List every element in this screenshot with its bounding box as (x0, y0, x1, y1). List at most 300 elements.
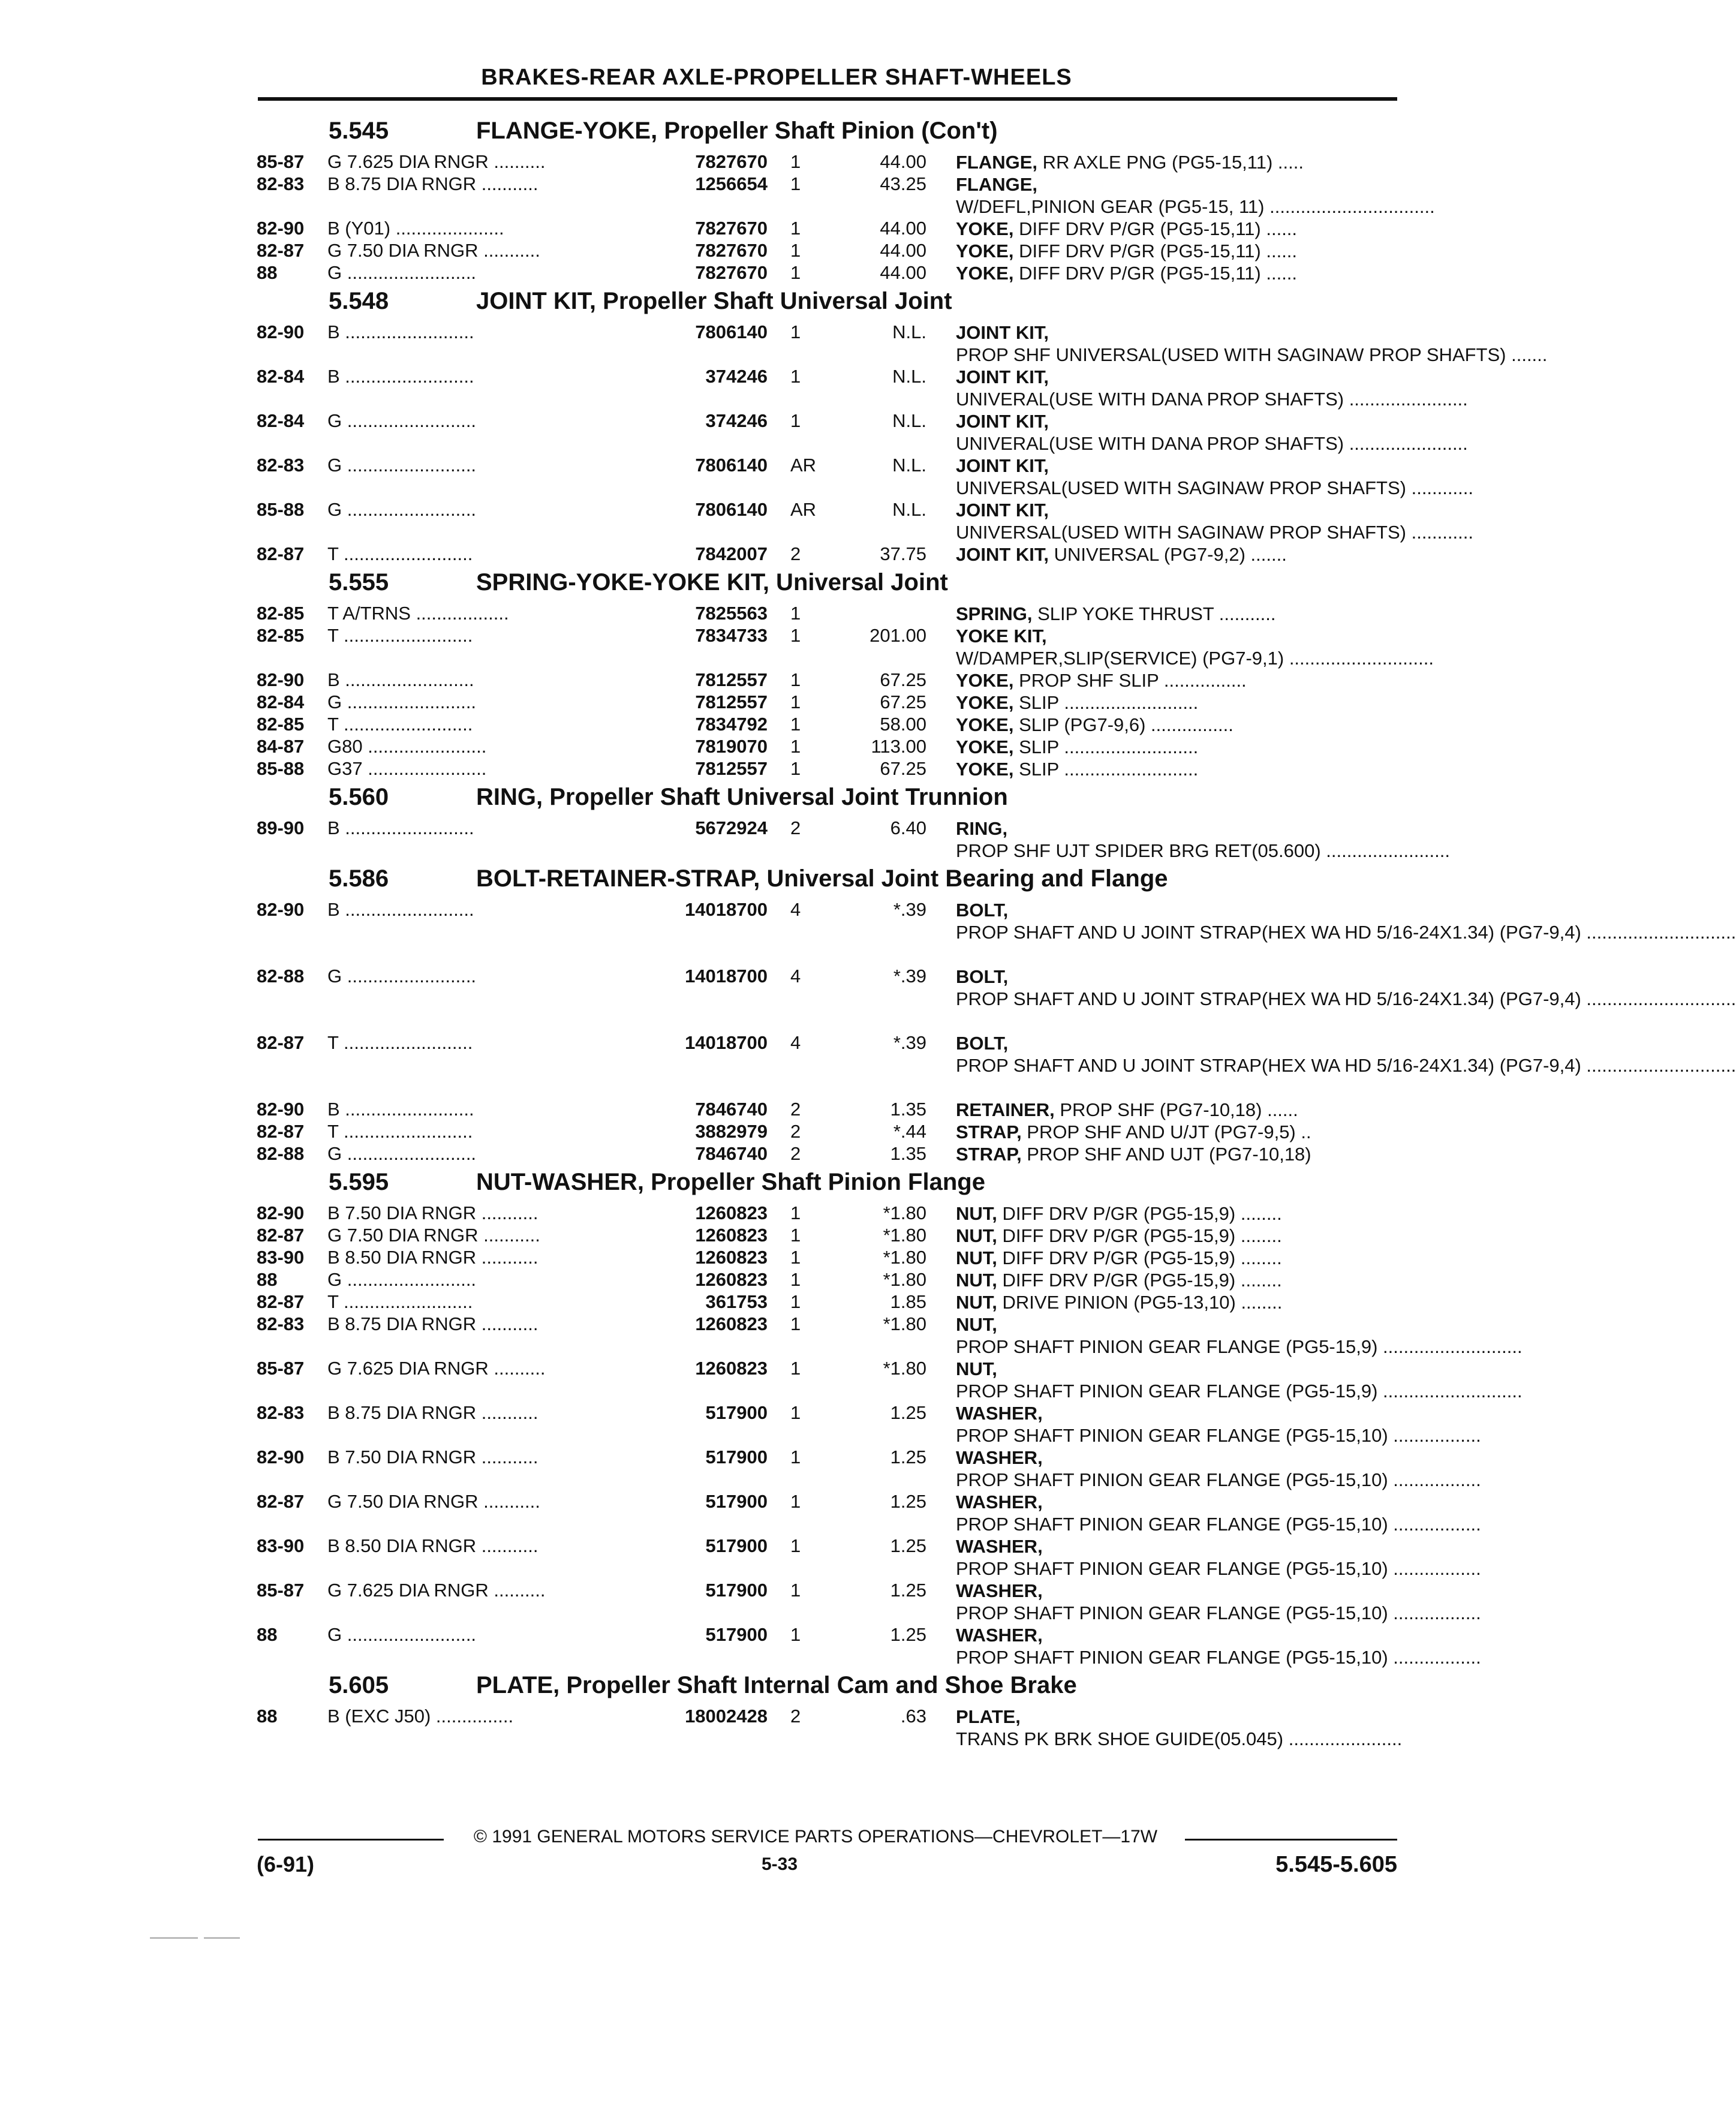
quantity: 4 (790, 899, 801, 920)
model-years: 82-90 (257, 1447, 305, 1468)
application: T A/TRNS .................. (327, 603, 509, 624)
description-detail: SLIP (PG7-9,6) ................ (1013, 714, 1233, 735)
part-number: 14018700 (685, 899, 768, 920)
part-number: 1260823 (695, 1247, 768, 1268)
description-noun: YOKE, (956, 714, 1014, 735)
model-years: 82-87 (257, 1225, 305, 1246)
description (956, 1121, 1386, 1143)
price: N.L. (892, 455, 926, 476)
description-detail: PROP SHF (PG7-10,18) ...... (1054, 1099, 1298, 1120)
application: B ......................... (327, 899, 474, 920)
description (956, 262, 1386, 284)
description-detail: SLIP .......................... (1013, 736, 1199, 757)
description (956, 736, 1386, 758)
quantity: 1 (790, 625, 801, 646)
price: 44.00 (880, 262, 926, 283)
price: 44.00 (880, 218, 926, 239)
model-years: 82-84 (257, 366, 305, 387)
description-detail: PROP SHAFT PINION GEAR FLANGE (PG5-15,10) ................. (956, 1514, 1481, 1535)
application: B ......................... (327, 669, 474, 690)
application: G 7.625 DIA RNGR .......... (327, 1580, 546, 1601)
quantity: 1 (790, 736, 801, 757)
description-noun: PLATE, (956, 1706, 1021, 1727)
price: *.39 (893, 1032, 926, 1053)
quantity: 1 (790, 758, 801, 779)
application: G ......................... (327, 455, 477, 476)
quantity: 1 (790, 240, 801, 261)
section-number: 5.548 (329, 288, 389, 314)
description-detail: DRIVE PINION (PG5-13,10) ........ (997, 1292, 1283, 1313)
description (956, 1706, 1403, 1750)
description (956, 1580, 1481, 1624)
description-detail: PROP SHF UJT SPIDER BRG RET(05.600) ........................ (956, 840, 1450, 861)
model-years: 82-90 (257, 1099, 305, 1120)
scan-mark (204, 1937, 240, 1939)
model-years: 85-88 (257, 499, 305, 520)
quantity: 1 (790, 1447, 801, 1468)
description-detail: PROP SHF AND UJT (PG7-10,18) (1021, 1144, 1311, 1165)
description-detail: DIFF DRV P/GR (PG5-15,11) ...... (1013, 263, 1298, 284)
description-noun: NUT, (956, 1203, 997, 1224)
description-noun: NUT, (956, 1358, 997, 1379)
description-detail: PROP SHAFT AND U JOINT STRAP(HEX WA HD 5/16-24X1.34) (PG7-9,4) ............................. (956, 988, 1736, 1009)
quantity: 1 (790, 366, 801, 387)
quantity: 1 (790, 1402, 801, 1423)
application: G80 ....................... (327, 736, 487, 757)
model-years: 82-84 (257, 691, 305, 712)
model-years: 85-87 (257, 1358, 305, 1379)
application: B ......................... (327, 321, 474, 342)
quantity: 1 (790, 410, 801, 431)
description (956, 1291, 1386, 1313)
description-noun: NUT, (956, 1314, 997, 1335)
application: G 7.50 DIA RNGR ........... (327, 1225, 540, 1246)
part-number: 7827670 (695, 151, 768, 172)
price: 67.25 (880, 669, 926, 690)
description-detail: PROP SHF UNIVERSAL(USED WITH SAGINAW PROP SHAFTS) ....... (956, 344, 1548, 365)
description (956, 603, 1386, 625)
description-noun: YOKE, (956, 692, 1014, 713)
quantity: AR (790, 499, 817, 520)
price: N.L. (892, 499, 926, 520)
description-noun: FLANGE, (956, 174, 1038, 195)
description (956, 1202, 1386, 1225)
description-noun: JOINT KIT, (956, 411, 1049, 432)
application: B 7.50 DIA RNGR ........... (327, 1447, 538, 1468)
quantity: 1 (790, 1580, 801, 1601)
description-detail: DIFF DRV P/GR (PG5-15,9) ........ (997, 1203, 1282, 1224)
section-number: 5.605 (329, 1672, 389, 1698)
application: B 8.75 DIA RNGR ........... (327, 1313, 538, 1334)
quantity: 1 (790, 1269, 801, 1290)
model-years: 82-90 (257, 669, 305, 690)
price: 113.00 (871, 736, 926, 757)
description-noun: YOKE, (956, 263, 1014, 284)
quantity: 2 (790, 1706, 801, 1727)
model-years: 82-90 (257, 218, 305, 239)
price: 1.25 (890, 1580, 926, 1601)
quantity: 1 (790, 1313, 801, 1334)
part-number: 517900 (705, 1624, 768, 1645)
part-number: 361753 (705, 1291, 768, 1312)
description-detail: SLIP .......................... (1013, 759, 1199, 780)
model-years: 85-87 (257, 151, 305, 172)
description-detail: UNIVERSAL(USED WITH SAGINAW PROP SHAFTS) ............ (956, 477, 1473, 498)
quantity: 1 (790, 1624, 801, 1645)
description (956, 1269, 1386, 1291)
price: 1.25 (890, 1402, 926, 1423)
quantity: 2 (790, 1099, 801, 1120)
price: *1.80 (883, 1269, 926, 1290)
model-years: 82-87 (257, 1491, 305, 1512)
description-noun: STRAP, (956, 1121, 1022, 1142)
description (956, 1247, 1386, 1269)
price: 1.35 (890, 1143, 926, 1164)
application: G 7.625 DIA RNGR .......... (327, 1358, 546, 1379)
description-detail: PROP SHAFT AND U JOINT STRAP(HEX WA HD 5/16-24X1.34) (PG7-9,4) ............................. (956, 922, 1736, 943)
quantity: 1 (790, 1535, 801, 1556)
description-noun: YOKE, (956, 736, 1014, 757)
part-number: 7846740 (695, 1099, 768, 1120)
description-noun: RING, (956, 818, 1008, 839)
description-detail: PROP SHAFT PINION GEAR FLANGE (PG5-15,10) ................. (956, 1425, 1481, 1446)
description-detail: SLIP .......................... (1013, 692, 1199, 713)
model-years: 82-85 (257, 625, 305, 646)
description-noun: WASHER, (956, 1403, 1043, 1424)
part-number: 1260823 (695, 1358, 768, 1379)
description-detail: DIFF DRV P/GR (PG5-15,9) ........ (997, 1247, 1282, 1268)
description-detail: PROP SHF SLIP ................ (1013, 670, 1247, 691)
price: *.39 (893, 899, 926, 920)
description-detail: PROP SHAFT PINION GEAR FLANGE (PG5-15,9) ........................... (956, 1336, 1523, 1357)
model-years: 82-90 (257, 899, 305, 920)
price: 37.75 (880, 543, 926, 564)
part-number: 1260823 (695, 1269, 768, 1290)
application: B ......................... (327, 817, 474, 838)
part-number: 1256654 (695, 173, 768, 194)
price: .63 (900, 1706, 926, 1727)
price: *.39 (893, 966, 926, 987)
part-number: 517900 (705, 1535, 768, 1556)
description (956, 714, 1386, 736)
section-number: 5.555 (329, 569, 389, 596)
description (956, 758, 1386, 780)
description-detail: UNIVERSAL(USED WITH SAGINAW PROP SHAFTS) ............ (956, 522, 1473, 543)
description-detail: TRANS PK BRK SHOE GUIDE(05.045) ...................... (956, 1728, 1403, 1749)
application: G ......................... (327, 1269, 477, 1290)
section-title: NUT-WASHER, Propeller Shaft Pinion Flange (476, 1169, 985, 1195)
description-detail: SLIP YOKE THRUST ........... (1032, 603, 1276, 624)
description (956, 543, 1386, 566)
quantity: 1 (790, 1225, 801, 1246)
model-years: 88 (257, 1706, 278, 1727)
price: 1.85 (890, 1291, 926, 1312)
quantity: 1 (790, 218, 801, 239)
part-number: 7819070 (695, 736, 768, 757)
description-detail: DIFF DRV P/GR (PG5-15,9) ........ (997, 1225, 1282, 1246)
price: 1.25 (890, 1491, 926, 1512)
price: 1.25 (890, 1624, 926, 1645)
price: 1.35 (890, 1099, 926, 1120)
quantity: 1 (790, 151, 801, 172)
description-detail: PROP SHAFT PINION GEAR FLANGE (PG5-15,10) ................. (956, 1602, 1481, 1623)
description (956, 321, 1548, 366)
description-detail: PROP SHAFT PINION GEAR FLANGE (PG5-15,10) ................. (956, 1647, 1481, 1668)
application: G 7.50 DIA RNGR ........... (327, 1491, 540, 1512)
model-years: 82-87 (257, 543, 305, 564)
quantity: 1 (790, 1358, 801, 1379)
scan-mark (150, 1937, 198, 1939)
description-noun: FLANGE, (956, 152, 1038, 173)
application: G ......................... (327, 966, 477, 987)
quantity: 1 (790, 714, 801, 735)
description-detail: UNIVERSAL (PG7-9,2) ....... (1049, 544, 1287, 565)
model-years: 82-83 (257, 173, 305, 194)
price: 67.25 (880, 691, 926, 712)
model-years: 83-90 (257, 1535, 305, 1556)
description-noun: WASHER, (956, 1625, 1043, 1646)
price: 44.00 (880, 151, 926, 172)
application: G ......................... (327, 410, 477, 431)
description (956, 966, 1736, 1010)
part-number: 517900 (705, 1580, 768, 1601)
part-number: 7827670 (695, 218, 768, 239)
description-detail: W/DAMPER,SLIP(SERVICE) (PG7-9,1) ............................ (956, 648, 1434, 669)
part-number: 7825563 (695, 603, 768, 624)
application: G ......................... (327, 1143, 477, 1164)
description-noun: BOLT, (956, 1033, 1009, 1054)
section-title: FLANGE-YOKE, Propeller Shaft Pinion (Con't) (476, 118, 998, 144)
quantity: 1 (790, 262, 801, 283)
application: T ......................... (327, 1121, 473, 1142)
footer-rule-left (258, 1839, 444, 1841)
description (956, 1032, 1736, 1076)
description-noun: SPRING, (956, 603, 1033, 624)
footer-section-range: 5.545-5.605 (1275, 1852, 1397, 1877)
part-number: 374246 (705, 410, 768, 431)
price: 1.25 (890, 1447, 926, 1468)
part-number: 7834792 (695, 714, 768, 735)
section-number: 5.595 (329, 1169, 389, 1195)
application: B ......................... (327, 1099, 474, 1120)
model-years: 88 (257, 1624, 278, 1645)
application: T ......................... (327, 625, 473, 646)
model-years: 82-88 (257, 1143, 305, 1164)
model-years: 85-87 (257, 1580, 305, 1601)
description-noun: JOINT KIT, (956, 500, 1049, 521)
description-noun: YOKE, (956, 670, 1014, 691)
part-number: 7827670 (695, 240, 768, 261)
application: B 8.50 DIA RNGR ........... (327, 1535, 538, 1556)
model-years: 82-85 (257, 714, 305, 735)
model-years: 88 (257, 262, 278, 283)
quantity: 4 (790, 1032, 801, 1053)
price: *1.80 (883, 1225, 926, 1246)
description-noun: WASHER, (956, 1491, 1043, 1512)
application: B (Y01) ..................... (327, 218, 504, 239)
part-number: 1260823 (695, 1313, 768, 1334)
description (956, 218, 1386, 240)
description (956, 410, 1468, 455)
part-number: 517900 (705, 1402, 768, 1423)
application: G ......................... (327, 262, 477, 283)
description-noun: NUT, (956, 1225, 997, 1246)
part-number: 1260823 (695, 1202, 768, 1223)
description-noun: JOINT KIT, (956, 322, 1049, 343)
description (956, 625, 1434, 669)
application: T ......................... (327, 714, 473, 735)
description (956, 817, 1450, 862)
model-years: 82-87 (257, 1121, 305, 1142)
description (956, 455, 1473, 499)
application: G ......................... (327, 1624, 477, 1645)
model-years: 84-87 (257, 736, 305, 757)
description-detail: RR AXLE PNG (PG5-15,11) ..... (1037, 152, 1304, 173)
description-detail: UNIVERAL(USE WITH DANA PROP SHAFTS) ....................... (956, 389, 1468, 410)
application: B 8.75 DIA RNGR ........... (327, 173, 538, 194)
section-title: SPRING-YOKE-YOKE KIT, Universal Joint (476, 569, 948, 596)
price: N.L. (892, 410, 926, 431)
footer-rule-right (1185, 1839, 1397, 1841)
application: B 7.50 DIA RNGR ........... (327, 1202, 538, 1223)
quantity: 1 (790, 603, 801, 624)
application: G ......................... (327, 499, 477, 520)
application: B (EXC J50) ............... (327, 1706, 514, 1727)
model-years: 88 (257, 1269, 278, 1290)
description-noun: BOLT, (956, 966, 1009, 987)
description (956, 173, 1435, 218)
model-years: 82-90 (257, 321, 305, 342)
price: 201.00 (869, 625, 926, 646)
price: *1.80 (883, 1313, 926, 1334)
price: 43.25 (880, 173, 926, 194)
part-number: 7812557 (695, 758, 768, 779)
application: B ......................... (327, 366, 474, 387)
part-number: 7812557 (695, 691, 768, 712)
application: T ......................... (327, 1291, 473, 1312)
section-number: 5.545 (329, 118, 389, 144)
price: N.L. (892, 321, 926, 342)
description-noun: NUT, (956, 1247, 997, 1268)
part-number: 517900 (705, 1447, 768, 1468)
part-number: 7812557 (695, 669, 768, 690)
part-number: 7846740 (695, 1143, 768, 1164)
quantity: AR (790, 455, 817, 476)
description-detail: PROP SHAFT PINION GEAR FLANGE (PG5-15,10) ................. (956, 1558, 1481, 1579)
description-noun: JOINT KIT, (956, 366, 1049, 387)
description-detail: PROP SHAFT AND U JOINT STRAP(HEX WA HD 5/16-24X1.34) (PG7-9,4) ............................. (956, 1055, 1736, 1076)
quantity: 1 (790, 321, 801, 342)
part-number: 7842007 (695, 543, 768, 564)
quantity: 2 (790, 543, 801, 564)
price: 1.25 (890, 1535, 926, 1556)
model-years: 82-83 (257, 1402, 305, 1423)
description-detail: UNIVERAL(USE WITH DANA PROP SHAFTS) ....................... (956, 433, 1468, 454)
part-number: 7806140 (695, 321, 768, 342)
application: B 8.50 DIA RNGR ........... (327, 1247, 538, 1268)
description (956, 1099, 1386, 1121)
price: 44.00 (880, 240, 926, 261)
application: G 7.50 DIA RNGR ........... (327, 240, 540, 261)
model-years: 82-87 (257, 1032, 305, 1053)
price: 67.25 (880, 758, 926, 779)
part-number: 14018700 (685, 966, 768, 987)
part-number: 7827670 (695, 262, 768, 283)
price: N.L. (892, 366, 926, 387)
model-years: 82-83 (257, 455, 305, 476)
description-detail: DIFF DRV P/GR (PG5-15,11) ...... (1013, 218, 1298, 239)
description (956, 1491, 1481, 1535)
part-number: 14018700 (685, 1032, 768, 1053)
application: G37 ....................... (327, 758, 487, 779)
application: B 8.75 DIA RNGR ........... (327, 1402, 538, 1423)
description-detail: PROP SHF AND U/JT (PG7-9,5) .. (1021, 1121, 1311, 1142)
description-noun: WASHER, (956, 1447, 1043, 1468)
model-years: 82-85 (257, 603, 305, 624)
description (956, 1624, 1481, 1668)
description (956, 1358, 1523, 1402)
description (956, 691, 1386, 714)
quantity: 1 (790, 691, 801, 712)
description-noun: STRAP, (956, 1144, 1022, 1165)
description-noun: JOINT KIT, (956, 455, 1049, 476)
part-number: 5672924 (695, 817, 768, 838)
application: T ......................... (327, 543, 473, 564)
quantity: 1 (790, 1491, 801, 1512)
quantity: 2 (790, 1121, 801, 1142)
model-years: 82-90 (257, 1202, 305, 1223)
description-noun: RETAINER, (956, 1099, 1055, 1120)
section-title: BOLT-RETAINER-STRAP, Universal Joint Bearing and Flange (476, 865, 1168, 892)
model-years: 89-90 (257, 817, 305, 838)
description-detail: PROP SHAFT PINION GEAR FLANGE (PG5-15,10) ................. (956, 1469, 1481, 1490)
description (956, 151, 1386, 173)
description (956, 1535, 1481, 1580)
model-years: 82-83 (257, 1313, 305, 1334)
page-header-title: BRAKES-REAR AXLE-PROPELLER SHAFT-WHEELS (481, 65, 1072, 90)
part-number: 1260823 (695, 1225, 768, 1246)
description-detail: W/DEFL,PINION GEAR (PG5-15, 11) ................................ (956, 196, 1435, 217)
description-detail: PROP SHAFT PINION GEAR FLANGE (PG5-15,9) ........................... (956, 1381, 1523, 1402)
part-number: 18002428 (685, 1706, 768, 1727)
model-years: 82-84 (257, 410, 305, 431)
description (956, 240, 1386, 262)
model-years: 82-88 (257, 966, 305, 987)
description-noun: WASHER, (956, 1536, 1043, 1557)
description-noun: YOKE, (956, 218, 1014, 239)
price: *.44 (893, 1121, 926, 1142)
description (956, 499, 1473, 543)
quantity: 1 (790, 1202, 801, 1223)
footer-page-number: 5-33 (761, 1854, 798, 1874)
description-noun: YOKE, (956, 759, 1014, 780)
application: G ......................... (327, 691, 477, 712)
part-number: 7806140 (695, 455, 768, 476)
description (956, 366, 1468, 410)
application: G 7.625 DIA RNGR .......... (327, 151, 546, 172)
description (956, 1447, 1481, 1491)
quantity: 2 (790, 1143, 801, 1164)
description (956, 1225, 1386, 1247)
description-noun: WASHER, (956, 1580, 1043, 1601)
quantity: 2 (790, 817, 801, 838)
description-detail: DIFF DRV P/GR (PG5-15,9) ........ (997, 1270, 1282, 1291)
footer-date: (6-91) (257, 1852, 315, 1877)
application: T ......................... (327, 1032, 473, 1053)
model-years: 82-87 (257, 1291, 305, 1312)
description (956, 1313, 1523, 1358)
quantity: 4 (790, 966, 801, 987)
